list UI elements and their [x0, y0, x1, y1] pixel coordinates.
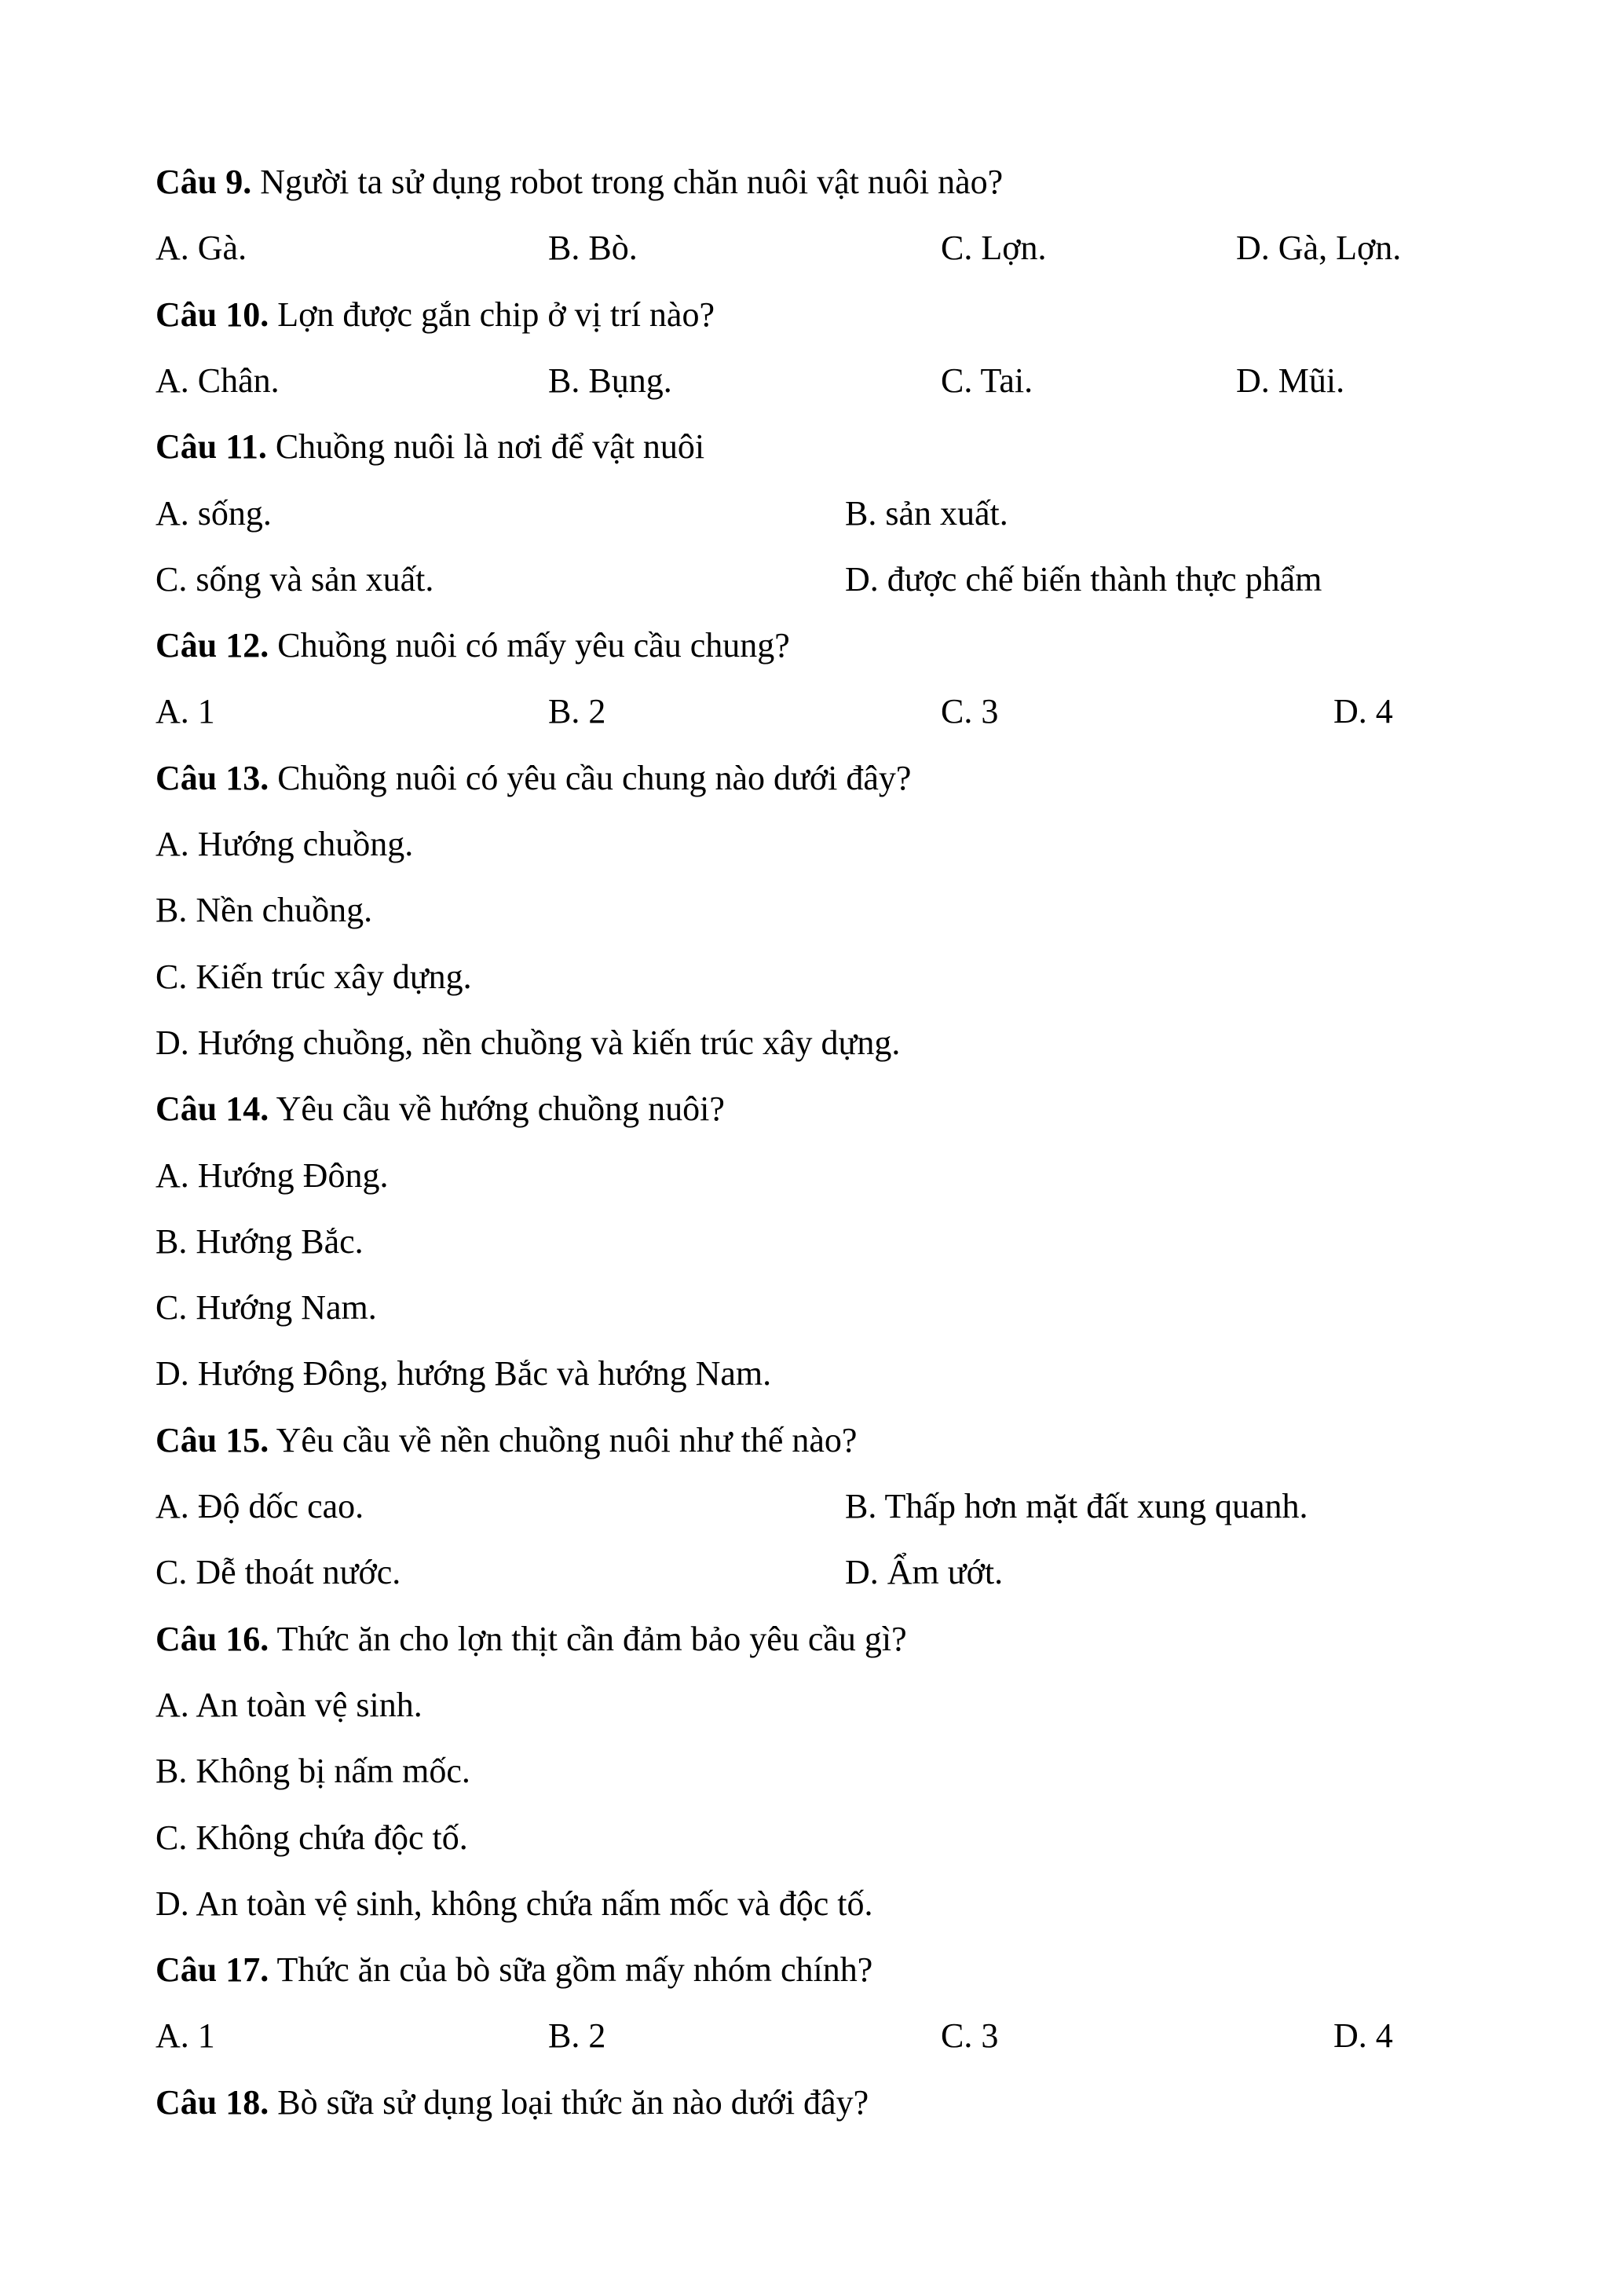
question-number: Câu 14.: [155, 1089, 269, 1129]
answer-option: B. Không bị nấm mốc.: [155, 1752, 470, 1791]
answer-option: B. 2: [548, 692, 606, 731]
answer-option: A. An toàn vệ sinh.: [155, 1685, 422, 1724]
answer-option: D. An toàn vệ sinh, không chứa nấm mốc và độc tố.: [155, 1884, 873, 1923]
answer-option: C. Kiến trúc xây dựng.: [155, 957, 472, 996]
options-row: [155, 811, 1530, 877]
question-number: Câu 18.: [155, 2082, 269, 2122]
question-line: [155, 414, 1530, 480]
answer-option: C. Hướng Nam.: [155, 1288, 377, 1327]
answer-option: B. Hướng Bắc.: [155, 1221, 364, 1261]
question-line: [155, 1606, 1530, 1672]
question-text: Yêu cầu về hướng chuồng nuôi?: [276, 1089, 725, 1129]
options-row: [155, 679, 1530, 745]
answer-option: C. Tai.: [941, 361, 1033, 400]
options-row: [155, 481, 1530, 547]
options-row: [155, 944, 1530, 1010]
answer-option: D. Ẩm ướt.: [845, 1553, 1004, 1592]
options-row: [155, 547, 1530, 613]
answer-option: B. Bò.: [548, 229, 638, 268]
question-line: [155, 2070, 1530, 2136]
answer-option: A. 1: [155, 2016, 215, 2056]
question-number: Câu 10.: [155, 295, 269, 334]
options-row: [155, 1672, 1530, 1738]
options-row: [155, 1474, 1530, 1540]
question-line: [155, 613, 1530, 679]
answer-option: D. 4: [1333, 692, 1393, 731]
answer-option: C. sống và sản xuất.: [155, 559, 434, 599]
options-row: [155, 1738, 1530, 1804]
answer-option: A. 1: [155, 692, 215, 731]
question-text: Thức ăn cho lợn thịt cần đảm bảo yêu cầu gì?: [276, 1619, 907, 1658]
answer-option: A. Độ dốc cao.: [155, 1487, 364, 1525]
answer-option: C. Không chứa độc tố.: [155, 1818, 468, 1857]
answer-option: A. Gà.: [155, 229, 247, 268]
question-line: [155, 1937, 1530, 2003]
answer-option: B. Nền chuồng.: [155, 891, 373, 930]
question-number: Câu 12.: [155, 626, 269, 665]
question-line: [155, 745, 1530, 811]
answer-option: A. Hướng chuồng.: [155, 825, 414, 863]
question-line: [155, 1076, 1530, 1142]
answer-option: B. sản xuất.: [845, 493, 1008, 533]
answer-option: D. 4: [1333, 2016, 1393, 2056]
answer-option: A. Hướng Đông.: [155, 1155, 389, 1195]
question-line: [155, 1408, 1530, 1474]
answer-option: C. Dễ thoát nước.: [155, 1553, 401, 1592]
answer-option: A. Chân.: [155, 361, 280, 400]
question-text: Thức ăn của bò sữa gồm mấy nhóm chính?: [276, 1950, 873, 1990]
options-row: [155, 1341, 1530, 1407]
answer-option: D. được chế biến thành thực phẩm: [845, 559, 1322, 599]
options-row: [155, 1275, 1530, 1341]
options-row: [155, 1143, 1530, 1209]
question-number: Câu 11.: [155, 427, 267, 467]
answer-option: C. 3: [941, 692, 999, 731]
question-text: Bò sữa sử dụng loại thức ăn nào dưới đây?: [277, 2082, 869, 2122]
question-number: Câu 17.: [155, 1950, 269, 1990]
options-row: [155, 348, 1530, 414]
question-line: [155, 149, 1530, 215]
options-row: [155, 2003, 1530, 2069]
question-text: Chuồng nuôi là nơi để vật nuôi: [275, 427, 705, 467]
question-text: Lợn được gắn chip ở vị trí nào?: [277, 295, 715, 334]
options-row: [155, 1209, 1530, 1275]
question-text: Người ta sử dụng robot trong chăn nuôi vật nuôi nào?: [260, 163, 1004, 201]
answer-option: D. Hướng Đông, hướng Bắc và hướng Nam.: [155, 1354, 772, 1393]
answer-option: D. Gà, Lợn.: [1236, 229, 1402, 268]
options-row: [155, 1010, 1530, 1076]
question-number: Câu 9.: [155, 163, 252, 201]
options-row: [155, 1805, 1530, 1871]
answer-option: C. Lợn.: [941, 229, 1047, 268]
question-number: Câu 13.: [155, 758, 269, 797]
answer-option: D. Mũi.: [1236, 361, 1345, 400]
answer-option: B. Thấp hơn mặt đất xung quanh.: [845, 1487, 1308, 1525]
question-text: Yêu cầu về nền chuồng nuôi như thế nào?: [276, 1420, 858, 1459]
question-text: Chuồng nuôi có mấy yêu cầu chung?: [277, 626, 790, 665]
answer-option: B. 2: [548, 2016, 606, 2056]
question-line: [155, 282, 1530, 348]
answer-option: C. 3: [941, 2016, 999, 2056]
options-row: [155, 215, 1530, 281]
question-number: Câu 16.: [155, 1619, 269, 1658]
answer-option: D. Hướng chuồng, nền chuồng và kiến trúc xây dựng.: [155, 1023, 901, 1062]
question-text: Chuồng nuôi có yêu cầu chung nào dưới đây?: [277, 758, 912, 797]
options-row: [155, 877, 1530, 943]
options-row: [155, 1871, 1530, 1937]
options-row: [155, 1540, 1530, 1606]
answer-option: B. Bụng.: [548, 361, 672, 400]
question-number: Câu 15.: [155, 1420, 269, 1459]
answer-option: A. sống.: [155, 493, 272, 533]
